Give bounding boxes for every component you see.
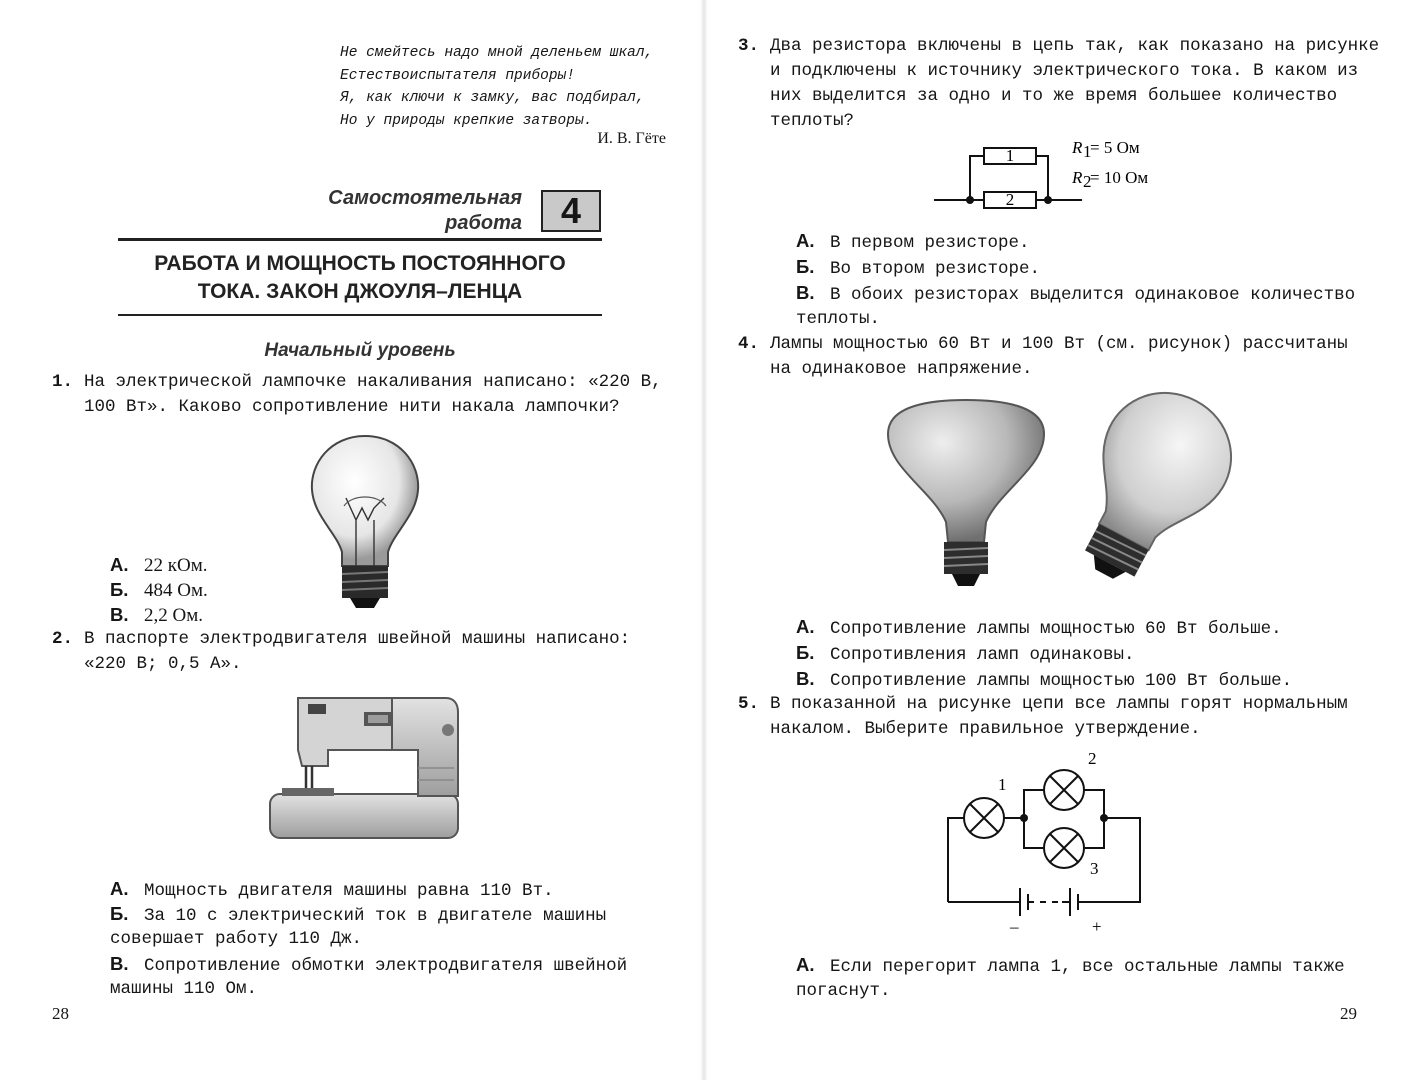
junction-node: [966, 196, 974, 204]
option-letter: В.: [796, 282, 815, 303]
standard-bulb-icon: [1042, 384, 1232, 594]
q2-option-c-cont: [110, 976, 257, 1002]
question-text: В показанной на рисунке цепи все лампы горят нормальным: [770, 694, 1348, 714]
q1-option-c: [110, 602, 203, 629]
option-letter: А.: [110, 878, 129, 899]
q2-option-b: [110, 901, 606, 929]
option-text: Сопротивление лампы мощностью 60 Вт больше.: [830, 619, 1282, 639]
epigraph-author: И. В. Гёте: [597, 130, 666, 147]
plus-sign: +: [1092, 917, 1102, 936]
junction-node: [1020, 814, 1028, 822]
page-number-right: 29: [1340, 1004, 1357, 1023]
option-letter: Б.: [796, 256, 815, 277]
lamp-3-label: 3: [1090, 859, 1099, 878]
r2-value: = 10 Ом: [1090, 168, 1149, 187]
option-text: Сопротивление лампы мощностью 100 Вт больше.: [830, 671, 1293, 691]
q1-option-a: [110, 552, 207, 579]
q2-option-b-cont: [110, 926, 362, 952]
option-text: 2,2 Ом.: [144, 605, 203, 626]
question-text: «220 В; 0,5 А».: [84, 654, 242, 674]
option-text: Если перегорит лампа 1, все остальные лампы также: [830, 957, 1345, 977]
question-text: Два резистора включены в цепь так, как показано на рисунке: [770, 36, 1380, 56]
question-text: теплоты?: [770, 111, 855, 131]
right-page: [704, 0, 1408, 1080]
q2-option-c: [110, 951, 627, 979]
option-letter: Б.: [110, 903, 129, 924]
lamp-2-label: 2: [1088, 749, 1097, 768]
option-text: Сопротивления ламп одинаковы.: [830, 645, 1135, 665]
question-text: 100 Вт». Каково сопротивление нити накала лампочки?: [84, 397, 620, 417]
option-text: погаснут.: [796, 981, 891, 1001]
question-number: 4.: [738, 334, 760, 354]
q3-option-b: [796, 254, 1040, 282]
option-text: За 10 с электрический ток в двигателе машины: [144, 906, 607, 926]
option-text: теплоты.: [796, 309, 881, 329]
question-text: Лампы мощностью 60 Вт и 100 Вт (см. рисунок) рассчитаны: [770, 334, 1348, 354]
option-letter: Б.: [110, 579, 129, 600]
option-letter: А.: [110, 554, 129, 575]
title-rule-bottom: [118, 314, 602, 316]
work-label-line2: работа: [445, 212, 522, 234]
work-label: [300, 186, 522, 236]
work-label-line1: Самостоятельная: [328, 187, 522, 209]
r2-subscript: 2: [1083, 172, 1092, 191]
q4-option-b: [796, 640, 1135, 668]
section-title: [118, 250, 602, 306]
option-text: 22 кОм.: [144, 555, 208, 576]
lamp-circuit-diagram: [940, 744, 1160, 938]
q4-option-a: [796, 614, 1282, 642]
question-number: 5.: [738, 694, 760, 714]
lamp-1-label: 1: [998, 775, 1007, 794]
q3-option-c: [796, 280, 1355, 308]
question-text: них выделится за одно и то же время большее количество: [770, 86, 1338, 106]
page-number-left: 28: [52, 1004, 69, 1023]
epigraph-line: Я, как ключи к замку, вас подбирал,: [340, 90, 645, 106]
option-text: 484 Ом.: [144, 580, 208, 601]
resistor-2-id: 2: [1005, 190, 1015, 209]
option-text: В обоих резисторах выделится одинаковое количество: [830, 285, 1356, 305]
option-letter: А.: [796, 954, 815, 975]
question-number: 2.: [52, 629, 74, 649]
q3-option-c-cont: [796, 306, 880, 332]
option-letter: В.: [110, 953, 129, 974]
question-text: На электрической лампочке накаливания написано: «220 В,: [84, 372, 662, 392]
section-title-line2: ТОКА. ЗАКОН ДЖОУЛЯ–ЛЕНЦА: [197, 280, 523, 303]
question-text: накалом. Выберите правильное утверждение.: [770, 719, 1201, 739]
q5-option-a: [796, 952, 1345, 980]
question-text: В паспорте электродвигателя швейной машины написано:: [84, 629, 631, 649]
r1-symbol: R: [1072, 138, 1083, 157]
question-number: 3.: [738, 36, 760, 56]
option-text: совершает работу 110 Дж.: [110, 929, 363, 949]
q1-option-b: [110, 577, 208, 604]
r1-value: = 5 Ом: [1090, 138, 1140, 157]
option-text: Мощность двигателя машины равна 110 Вт.: [144, 881, 554, 901]
option-text: Сопротивление обмотки электродвигателя швейной: [144, 956, 628, 976]
option-letter: А.: [796, 616, 815, 637]
sewing-machine-icon: [268, 690, 460, 842]
r1-subscript: 1: [1083, 142, 1092, 161]
epigraph-line: Но у природы крепкие затворы.: [340, 112, 593, 129]
question-text: на одинаковое напряжение.: [770, 359, 1033, 379]
junction-node: [1100, 814, 1108, 822]
epigraph-line: Естествоиспытателя приборы!: [340, 67, 575, 84]
work-number-box: 4: [541, 190, 601, 232]
junction-node: [1044, 196, 1052, 204]
section-title-line1: РАБОТА И МОЩНОСТЬ ПОСТОЯННОГО: [154, 252, 566, 275]
r2-symbol: R: [1072, 168, 1083, 187]
resistor-1-id: 1: [1005, 146, 1015, 165]
option-text: Во втором резисторе.: [830, 259, 1041, 279]
option-letter: В.: [110, 604, 129, 625]
question-number: 1.: [52, 372, 74, 392]
epigraph: [340, 42, 670, 132]
light-bulb-icon: [300, 428, 430, 613]
q3-option-a: [796, 228, 1030, 256]
option-letter: Б.: [796, 642, 815, 663]
q5-option-a-cont: [796, 978, 891, 1004]
option-letter: А.: [796, 230, 815, 251]
title-rule-top: [118, 238, 602, 241]
q2-option-a: [110, 876, 554, 904]
option-letter: В.: [796, 668, 815, 689]
epigraph-line: Не смейтесь надо мной деленьем шкал,: [340, 45, 654, 61]
option-text: В первом резисторе.: [830, 233, 1030, 253]
resistor-circuit-diagram: [932, 136, 1172, 216]
question-text: и подключены к источнику электрического тока. В каком из: [770, 61, 1359, 81]
level-heading: Начальный уровень: [264, 340, 456, 361]
minus-sign: –: [1010, 917, 1019, 936]
q4-option-c: [796, 666, 1292, 694]
reflector-bulb-icon: [882, 394, 1052, 594]
option-text: машины 110 Ом.: [110, 979, 258, 999]
